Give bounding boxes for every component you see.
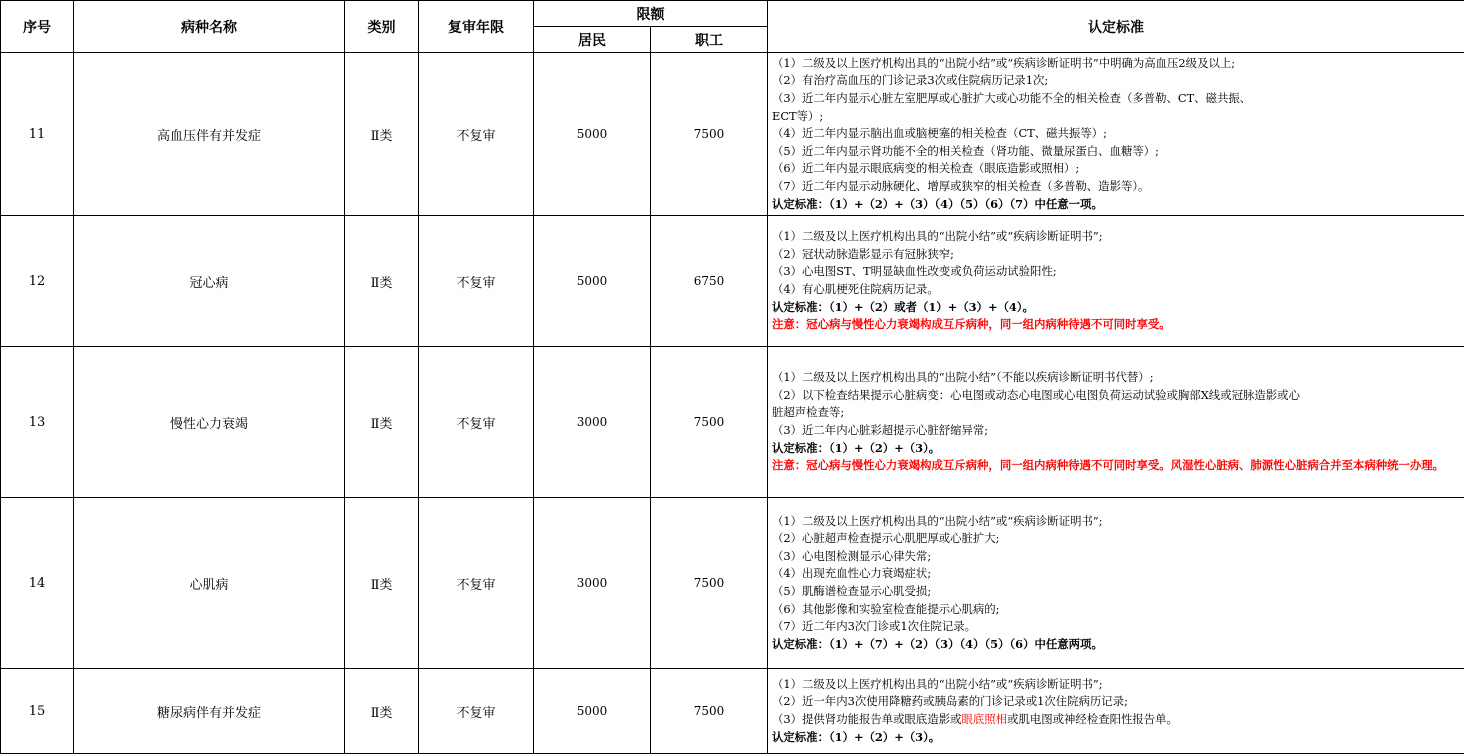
resident-limit-cell: 3000	[534, 347, 651, 498]
table-row	[1, 669, 1464, 754]
header-criteria: 认定标准	[768, 1, 1464, 53]
worker-limit-cell: 7500	[651, 669, 768, 754]
worker-limit-cell: 7500	[651, 53, 768, 216]
seq-cell: 15	[1, 669, 74, 754]
criteria-line: （3）心电图检测显示心律失常;	[772, 548, 932, 563]
criteria-note: 注意：冠心病与慢性心力衰竭构成互斥病种，同一组内病种待遇不可同时享受。风湿性心脏病、肺源性心脏病合并至本病种统一办理。	[772, 458, 1445, 473]
review-cell: 不复审	[419, 347, 534, 498]
criteria-standard: 认定标准：（1）+（7）+（2）（3）（4）（5）（6）中任意两项。	[772, 636, 1103, 651]
header-review: 复审年限	[419, 1, 534, 53]
seq-cell: 11	[1, 53, 74, 216]
seq-cell: 12	[1, 216, 74, 347]
criteria-cell	[768, 347, 1464, 498]
criteria-line: （3）心电图ST、T明显缺血性改变或负荷运动试验阳性;	[772, 264, 1057, 279]
category-cell: Ⅱ类	[345, 347, 419, 498]
criteria-standard: 认定标准：（1）+（2）+（3）。	[772, 440, 941, 455]
category-cell: Ⅱ类	[345, 498, 419, 669]
header-name: 病种名称	[74, 1, 345, 53]
criteria-line: 脏超声检查等;	[772, 405, 845, 420]
criteria-cell	[768, 53, 1464, 216]
review-cell: 不复审	[419, 498, 534, 669]
criteria-line: （3）近二年内心脏彩超提示心脏舒缩异常;	[772, 423, 989, 437]
resident-limit-cell: 5000	[534, 53, 651, 216]
criteria-line: （2）冠状动脉造影显示有冠脉狭窄;	[772, 246, 954, 261]
header-category: 类别	[345, 1, 419, 53]
table-row	[1, 53, 1464, 216]
review-cell: 不复审	[419, 216, 534, 347]
criteria-cell	[768, 498, 1464, 669]
category-cell: Ⅱ类	[345, 53, 419, 216]
disease-name-cell: 糖尿病伴有并发症	[74, 669, 345, 754]
review-cell: 不复审	[419, 53, 534, 216]
disease-name-cell: 心肌病	[74, 498, 345, 669]
criteria-line: （2）心脏超声检查提示心肌肥厚或心脏扩大;	[772, 531, 1000, 546]
table-row	[1, 216, 1464, 347]
criteria-line: （7）近二年内显示动脉硬化、增厚或狭窄的相关检查（多普勒、造影等）。	[772, 178, 1150, 193]
criteria-line: （3）近二年内显示心脏左室肥厚或心脏扩大或心功能不全的相关检查（多普勒、CT、磁共振、	[772, 91, 1252, 106]
worker-limit-cell: 7500	[651, 347, 768, 498]
criteria-line	[772, 711, 1460, 729]
disease-name-cell: 慢性心力衰竭	[74, 347, 345, 498]
table-row	[1, 347, 1464, 498]
header-resident: 居民	[534, 27, 651, 53]
criteria-line: （4）近二年内显示脑出血或脑梗塞的相关检查（CT、磁共振等）;	[772, 126, 1107, 141]
criteria-line-text: （3）提供肾功能报告单或眼底造影或	[772, 712, 962, 726]
criteria-line: （1）二级及以上医疗机构出具的“出院小结”或“疾病诊断证明书”;	[772, 229, 1103, 244]
criteria-line: （6）其他影像和实验室检查能提示心肌病的;	[772, 601, 1000, 616]
disease-name-cell: 冠心病	[74, 216, 345, 347]
criteria-cell	[768, 669, 1464, 754]
criteria-cell	[768, 216, 1464, 347]
criteria-line: （2）近一年内3次使用降糖药或胰岛素的门诊记录或1次住院病历记录;	[772, 694, 1128, 709]
highlighted-term: 眼底照相	[961, 712, 1008, 726]
criteria-line-text: 或肌电图或神经检查阳性报告单。	[1007, 712, 1178, 726]
criteria-line: （5）肌酶谱检查显示心肌受损;	[772, 584, 932, 598]
review-cell: 不复审	[419, 669, 534, 754]
criteria-line: （2）有治疗高血压的门诊记录3次或住院病历记录1次;	[772, 73, 1049, 88]
criteria-line: （2）以下检查结果提示心脏病变：心电图或动态心电图或心电图负荷运动试验或胸部X线或冠脉造影或心	[772, 387, 1300, 402]
criteria-line: （1）二级及以上医疗机构出具的“出院小结”（不能以疾病诊断证明书代替）;	[772, 370, 1154, 385]
seq-cell: 13	[1, 347, 74, 498]
criteria-line: （4）有心肌梗死住院病历记录。	[772, 282, 939, 296]
criteria-line: （5）近二年内显示肾功能不全的相关检查（肾功能、微量尿蛋白、血糖等）;	[772, 143, 1159, 158]
table-row	[1, 498, 1464, 669]
criteria-line: ECT等）;	[772, 108, 824, 123]
criteria-line: （1）二级及以上医疗机构出具的“出院小结”或“疾病诊断证明书”;	[772, 513, 1103, 528]
criteria-line: （1）二级及以上医疗机构出具的“出院小结”或“疾病诊断证明书”中明确为高血压2级及以上;	[772, 55, 1236, 70]
header-seq: 序号	[1, 1, 74, 53]
category-cell: Ⅱ类	[345, 216, 419, 347]
criteria-line: （6）近二年内显示眼底病变的相关检查（眼底造影或照相）;	[772, 161, 1080, 176]
criteria-line: （1）二级及以上医疗机构出具的“出院小结”或“疾病诊断证明书”;	[772, 676, 1103, 691]
category-cell: Ⅱ类	[345, 669, 419, 754]
header-limit: 限额	[534, 1, 768, 27]
criteria-standard: 认定标准：（1）+（2）+（3）（4）（5）（6）（7）中任意一项。	[772, 196, 1103, 211]
criteria-line: （7）近二年内3次门诊或1次住院记录。	[772, 619, 976, 634]
resident-limit-cell: 5000	[534, 669, 651, 754]
worker-limit-cell: 7500	[651, 498, 768, 669]
worker-limit-cell: 6750	[651, 216, 768, 347]
criteria-standard: 认定标准：（1）+（2）或者（1）+（3）+（4）。	[772, 299, 1034, 314]
seq-cell: 14	[1, 498, 74, 669]
disease-name-cell: 高血压伴有并发症	[74, 53, 345, 216]
resident-limit-cell: 5000	[534, 216, 651, 347]
criteria-note: 注意：冠心病与慢性心力衰竭构成互斥病种，同一组内病种待遇不可同时享受。	[772, 317, 1171, 332]
resident-limit-cell: 3000	[534, 498, 651, 669]
criteria-line: （4）出现充血性心力衰竭症状;	[772, 566, 932, 581]
criteria-standard: 认定标准：（1）+（2）+（3）。	[772, 729, 941, 744]
header-worker: 职工	[651, 27, 768, 53]
